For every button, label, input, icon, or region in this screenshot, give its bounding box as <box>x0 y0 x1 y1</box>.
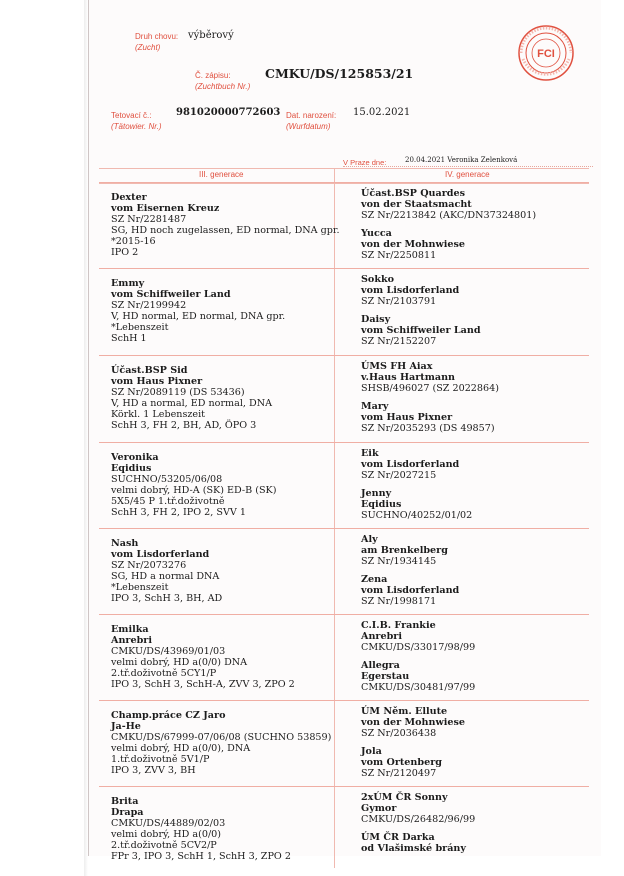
dog-detail: IPO 3, SchH 3, BH, AD <box>111 593 223 604</box>
dog-detail: IPO 2 <box>111 247 139 258</box>
gen4-header: IV. generace <box>445 170 490 179</box>
gen4-sire <box>361 361 499 394</box>
dog-name: Eqidius <box>361 499 402 510</box>
column-divider <box>334 168 335 868</box>
svg-text:FCI: FCI <box>537 48 555 60</box>
gen4-dam <box>361 488 472 521</box>
dog-detail: SUCHNO/53205/06/08 <box>111 474 223 485</box>
dog-detail: velmi dobrý, HD a(0/0), DNA <box>111 743 251 754</box>
dog-name: Anrebri <box>361 631 402 642</box>
dog-detail: 2.tř.doživotně 5CV2/P <box>111 840 217 851</box>
dog-detail: *Lebenszeit <box>111 322 169 333</box>
dog-name: 2xÚM ČR Sonny <box>361 792 448 803</box>
dog-detail: SchH 3, FH 2, BH, AD, ÖPO 3 <box>111 420 257 431</box>
dog-detail: velmi dobrý, HD-A (SK) ED-B (SK) <box>111 485 277 496</box>
dog-name: Eik <box>361 448 379 459</box>
dog-name: Yucca <box>361 228 392 239</box>
dog-detail: CMKU/DS/67999-07/06/08 (SUCHNO 53859) <box>111 732 332 743</box>
dog-name: vom Haus Pixner <box>111 376 203 387</box>
dog-name: Jola <box>361 746 382 757</box>
dog-name: Egerstau <box>361 671 410 682</box>
row-separator <box>99 442 589 443</box>
dog-detail: Körkl. 1 Lebenszeit <box>111 409 206 420</box>
dog-name: Účast.BSP Sid <box>111 365 188 376</box>
dog-detail: SG, HD a normal DNA <box>111 571 220 582</box>
dog-name: Zena <box>361 574 388 585</box>
dog-detail: SZ Nr/2250811 <box>361 250 437 261</box>
dog-detail: IPO 3, ZVV 3, BH <box>111 765 196 776</box>
dog-detail: CMKU/DS/26482/96/99 <box>361 814 476 825</box>
dog-name: vom Lisdorferland <box>361 285 460 296</box>
dog-detail: *Lebenszeit <box>111 582 169 593</box>
gen3-ancestor <box>111 452 276 518</box>
dog-detail: 2.tř.doživotně 5CY1/P <box>111 668 217 679</box>
row-separator <box>99 182 589 183</box>
dog-name: Drapa <box>111 807 144 818</box>
dog-name: Ja-He <box>111 721 141 732</box>
gen4-dam <box>361 314 481 347</box>
gen3-ancestor <box>111 278 285 344</box>
dog-detail: SchH 3, FH 2, IPO 2, SVV 1 <box>111 507 246 518</box>
tattoo-label: Tetovací č.: (Tätowier. Nr.) <box>111 111 162 131</box>
gen4-dam <box>361 832 466 854</box>
dog-name: Sokko <box>361 274 395 285</box>
dog-detail: SZ Nr/2281487 <box>111 214 187 225</box>
place-label: V Praze dne: <box>343 158 387 167</box>
gen4-sire <box>361 792 475 825</box>
dog-detail: SZ Nr/1934145 <box>361 556 437 567</box>
gen4-sire <box>361 274 459 307</box>
gen4-dam <box>361 401 495 434</box>
tattoo-value: 981020000772603 <box>176 107 281 118</box>
dog-name: Champ.práce CZ Jaro <box>111 710 226 721</box>
dog-detail: CMKU/DS/43969/01/03 <box>111 646 226 657</box>
row-separator <box>99 268 589 269</box>
dog-name: Aly <box>361 534 378 545</box>
dog-name: v.Haus Hartmann <box>361 372 456 383</box>
dog-detail: SHSB/496027 (SZ 2022864) <box>361 383 499 394</box>
dog-name: od Vlašimské brány <box>361 843 466 854</box>
dog-detail: SZ Nr/2120497 <box>361 768 437 779</box>
dog-name: vom Ortenberg <box>361 757 442 768</box>
reg-no-value: CMKU/DS/125853/21 <box>265 66 414 81</box>
gen3-ancestor <box>111 538 222 604</box>
row-separator <box>99 528 589 529</box>
dog-detail: SZ Nr/2152207 <box>361 336 437 347</box>
dog-name: ÚM Něm. Ellute <box>361 706 448 717</box>
dog-name: vom Schiffweiler Land <box>361 325 481 336</box>
breed-type-value: výběrový <box>188 30 234 41</box>
dog-detail: SZ Nr/2213842 (AKC/DN37324801) <box>361 210 537 221</box>
place-value: 20.04.2021 Veronika Zelenková <box>405 156 518 164</box>
dog-name: ÚMS FH Aiax <box>361 361 433 372</box>
birth-value: 15.02.2021 <box>353 107 411 118</box>
dog-name: von der Mohnwiese <box>361 239 465 250</box>
gen3-header: III. generace <box>199 170 244 179</box>
dog-detail: SG, HD noch zugelassen, ED normal, DNA gpr. <box>111 225 340 236</box>
reg-no-label: Č. zápisu: (Zuchtbuch Nr.) <box>195 71 251 91</box>
dog-name: vom Lisdorferland <box>361 459 460 470</box>
gen4-sire <box>361 534 448 567</box>
dog-detail: CMKU/DS/30481/97/99 <box>361 682 476 693</box>
dog-name: Mary <box>361 401 389 412</box>
dog-name: vom Eisernen Kreuz <box>111 203 220 214</box>
dog-name: vom Haus Pixner <box>361 412 453 423</box>
dog-detail: velmi dobrý, HD a(0/0) DNA <box>111 657 248 668</box>
gen3-ancestor <box>111 365 272 431</box>
dog-detail: SZ Nr/2035293 (DS 49857) <box>361 423 495 434</box>
gen3-ancestor <box>111 796 291 862</box>
dog-name: Gymor <box>361 803 397 814</box>
gen4-dam <box>361 228 465 261</box>
dog-detail: V, HD a normal, ED normal, DNA <box>111 398 273 409</box>
birth-label: Dat. narození: (Wurfdatum) <box>286 111 337 131</box>
gen4-dam <box>361 574 459 607</box>
gen4-sire <box>361 188 536 221</box>
dog-name: Účast.BSP Quardes <box>361 188 466 199</box>
dog-detail: FPr 3, IPO 3, SchH 1, SchH 3, ZPO 2 <box>111 851 291 862</box>
dog-name: Anrebri <box>111 635 152 646</box>
dog-detail: SZ Nr/2036438 <box>361 728 437 739</box>
dog-detail: 5X5/45 P 1.tř.doživotně <box>111 496 225 507</box>
dog-detail: velmi dobrý, HD a(0/0) <box>111 829 222 840</box>
dog-name: vom Schiffweiler Land <box>111 289 231 300</box>
dog-detail: *2015-16 <box>111 236 156 247</box>
dog-detail: SZ Nr/2027215 <box>361 470 437 481</box>
row-separator <box>99 700 589 701</box>
dog-detail: V, HD normal, ED normal, DNA gpr. <box>111 311 286 322</box>
pedigree-sheet <box>88 0 601 862</box>
dog-name: Brita <box>111 796 139 807</box>
gen3-ancestor <box>111 192 340 258</box>
gen4-sire <box>361 620 475 653</box>
gen3-ancestor <box>111 710 331 776</box>
gen4-sire <box>361 448 459 481</box>
gen3-ancestor <box>111 624 295 690</box>
dog-name: Daisy <box>361 314 391 325</box>
dog-name: vom Lisdorferland <box>111 549 210 560</box>
dog-detail: SZ Nr/2089119 (DS 53436) <box>111 387 245 398</box>
dog-detail: IPO 3, SchH 3, SchH-A, ZVV 3, ZPO 2 <box>111 679 295 690</box>
dog-name: Emmy <box>111 278 145 289</box>
dog-name: Eqidius <box>111 463 152 474</box>
dog-name: am Brenkelberg <box>361 545 448 556</box>
dog-name: Veronika <box>111 452 159 463</box>
dog-name: Dexter <box>111 192 147 203</box>
dog-detail: SZ Nr/2073276 <box>111 560 187 571</box>
row-separator <box>99 614 589 615</box>
dog-name: Jenny <box>361 488 392 499</box>
dog-name: ÚM ČR Darka <box>361 832 435 843</box>
dog-detail: SUCHNO/40252/01/02 <box>361 510 473 521</box>
dog-detail: SZ Nr/2199942 <box>111 300 187 311</box>
breed-type-label: Druh chovu: (Zucht) <box>135 32 179 52</box>
dog-name: von der Staatsmacht <box>361 199 472 210</box>
dog-detail: 1.tř.doživotně 5V1/P <box>111 754 210 765</box>
dog-detail: SZ Nr/1998171 <box>361 596 437 607</box>
dog-name: Nash <box>111 538 139 549</box>
dog-detail: SZ Nr/2103791 <box>361 296 437 307</box>
place-underline <box>343 166 593 167</box>
gen4-sire <box>361 706 465 739</box>
dog-name: von der Mohnwiese <box>361 717 465 728</box>
dog-name: vom Lisdorferland <box>361 585 460 596</box>
dog-name: Allegra <box>361 660 400 671</box>
dog-detail: CMKU/DS/44889/02/03 <box>111 818 226 829</box>
dog-name: C.I.B. Frankie <box>361 620 436 631</box>
gen4-dam <box>361 660 475 693</box>
row-separator <box>99 355 589 356</box>
dog-detail: CMKU/DS/33017/98/99 <box>361 642 476 653</box>
row-separator <box>99 786 589 787</box>
dog-name: Emilka <box>111 624 149 635</box>
dog-detail: SchH 1 <box>111 333 147 344</box>
gen4-dam <box>361 746 442 779</box>
fci-logo <box>517 24 575 82</box>
